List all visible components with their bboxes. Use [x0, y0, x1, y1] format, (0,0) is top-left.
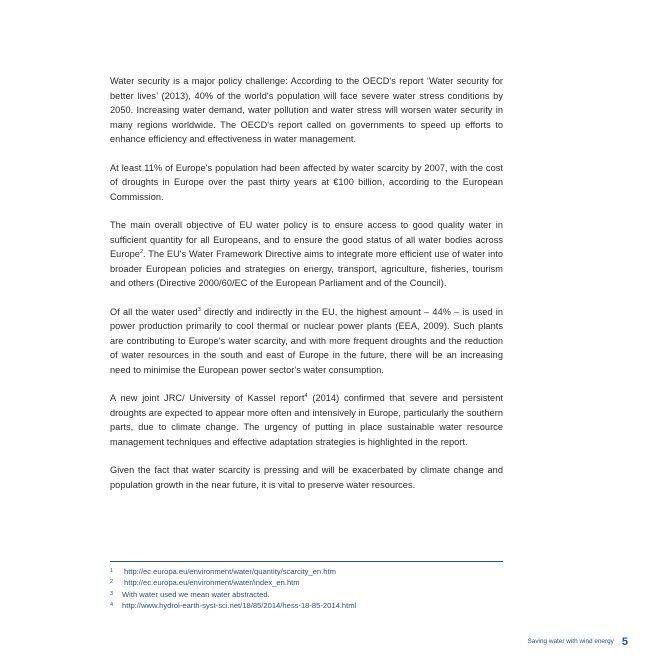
- footnote-ref-2[interactable]: 2: [139, 249, 144, 255]
- footnote-ref-3[interactable]: 3: [197, 306, 201, 313]
- footnotes: [110, 566, 503, 611]
- footnote-number: 4: [110, 601, 114, 608]
- footnote-text: With water used we mean water abstracted.: [122, 589, 270, 599]
- paragraph-text: . The EU's Water Framework Directive aims to integrate more efficient use of water into broader European policies and strategies on energy, transport, agriculture, fisheries, tourism and others (Directive 2000/60/EC of the European Parliament and of the Council).: [110, 249, 503, 288]
- footnote-item: [110, 589, 503, 600]
- footnote-link[interactable]: http://ec.europa.eu/environment/water/quantity/scarcity_en.htm: [124, 567, 336, 576]
- footnote-link[interactable]: http://ec.europa.eu/environment/water/index_en.htm: [124, 578, 300, 588]
- paragraph-conclusion: Given the fact that water scarcity is pressing and will be exacerbated by climate change and population growth in the near future, it is vital to preserve water resources.: [110, 465, 503, 490]
- footnote-number: 2: [110, 579, 114, 586]
- footnote-ref-4[interactable]: 4: [304, 393, 308, 399]
- paragraph-eu-water-policy: [110, 218, 503, 291]
- paragraph-water-scarcity: At least 11% of Europe's population had been affected by water scarcity by 2007, with the cost of droughts in Europe over the past thirty years at €100 billion, according to the European Commission.: [110, 162, 503, 202]
- paragraph-text: The main overall objective of EU water policy is to ensure access to good quality water in sufficient quantity for all Europeans, and to ensure the good status of all water bodies across Europe: [110, 220, 503, 259]
- footnote-divider: [110, 561, 503, 562]
- paragraph-text: (2014) confirmed that severe and persistent droughts are expected to appear more often and intensively in Europe, particularly the southern parts, due to climate change. The urgency of putting in place sustainable water resource management techniques and effective adaptation strategies is highlighted in the report.: [110, 393, 503, 447]
- footnote-link[interactable]: http://www.hydrol-earth-syst-sci.net/18/85/2014/hess-18-85-2014.html: [122, 600, 357, 610]
- paragraph-jrc-report: [110, 391, 503, 449]
- footnote-item: [110, 577, 503, 588]
- footnote-item: [110, 566, 503, 577]
- paragraph-text: Of all the water used: [110, 306, 198, 317]
- paragraph-text: A new joint JRC/ University of Kassel report: [110, 393, 305, 403]
- footnote-number: 3: [110, 590, 114, 597]
- main-text: [110, 74, 503, 506]
- footer-title: Saving water with wind energy: [527, 638, 614, 646]
- page-footer: [528, 633, 628, 651]
- paragraph-power-production: [110, 305, 503, 378]
- footnote-number: 1: [110, 568, 114, 574]
- paragraph-water-security: Water security is a major policy challenge: According to the OECD's report ‘Water security for better lives’ (2013), 40% of the world's population will face severe water stress conditions by 2050. Increasing water demand, water pollution and water stress will worsen water security in many regions worldwide. The OECD's report called on governments to speed up efforts to enhance efficiency and effectiveness in water management.: [110, 76, 503, 144]
- paragraph-text: directly and indirectly in the EU, the highest amount – 44% – is used in power production primarily to cool thermal or nuclear power plants (EEA, 2009). Such plants are contributing to Europe's water scarcity, and with more frequent droughts and the reduction of water resources in the south and east of Europe in the future, there will be an increasing need to minimise the European power sector's water consumption.: [110, 306, 504, 375]
- footnote-item: [110, 600, 503, 611]
- page-number: 5: [621, 635, 628, 648]
